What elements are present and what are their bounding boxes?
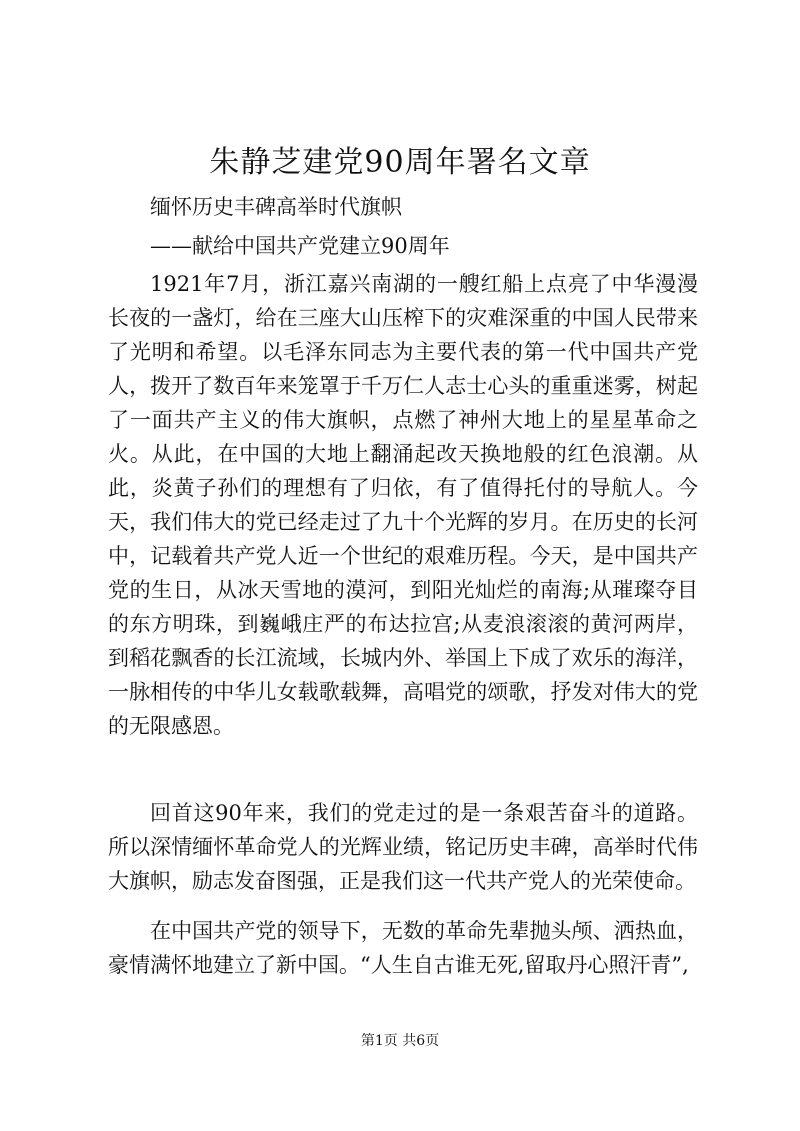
- paragraph-3: 在中国共产党的领导下，无数的革命先辈抛头颅、洒热血，豪情满怀地建立了新中国。“人生自古谁无死,留取丹心照汗青”,: [108, 919, 698, 977]
- paragraph-2: 回首这90年来，我们的党走过的是一条艰苦奋斗的道路。所以深情缅怀革命党人的光辉业绩，铭记历史丰碑，高举时代伟大旗帜，励志发奋图强，正是我们这一代共产党人的光荣使命。: [108, 801, 698, 893]
- article-subtitle: 缅怀历史丰碑高举时代旗帜: [150, 195, 402, 219]
- document-title: 朱静芝建党90周年署名文章: [209, 145, 591, 180]
- page-footer: 第1页 共6页: [360, 1033, 440, 1049]
- article-dedication: ——献给中国共产党建立90周年: [150, 234, 450, 258]
- paragraph-1: 1921年7月，浙江嘉兴南湖的一艘红船上点亮了中华漫漫长夜的一盏灯，给在三座大山压榨下的灾难深重的中国人民带来了光明和希望。以毛泽东同志为主要代表的第一代中国共产党人，拨开了数百年来笼罩于千万仁人志士心头的重重迷雾，树起了一面共产主义的伟大旗帜，点燃了神州大地上的星星革命之火。从此，在中国的大地上翻涌起改天换地般的红色浪潮。从此，炎黄子孙们的理想有了归依，有了值得托付的导航人。今天，我们伟大的党已经走过了九十个光辉的岁月。在历史的长河中，记载着共产党人近一个世纪的艰难历程。今天，是中国共产党的生日，从冰天雪地的漠河，到阳光灿烂的南海;从璀璨夺目的东方明珠，到巍峨庄严的布达拉宫;从麦浪滚滚的黄河两岸，到稻花飘香的长江流域，长城内外、举国上下成了欢乐的海洋，一脉相传的中华儿女载歌载舞，高唱党的颂歌，抒发对伟大的党的无限感恩。: [108, 272, 698, 738]
